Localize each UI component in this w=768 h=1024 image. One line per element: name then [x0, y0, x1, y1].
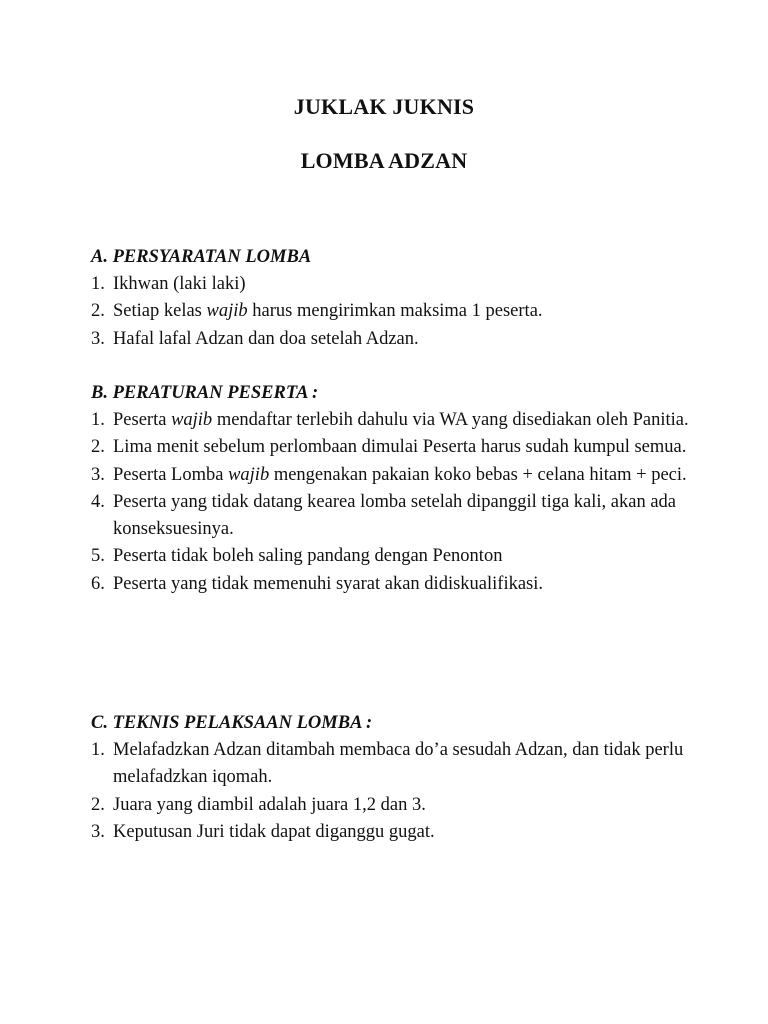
list-item — [91, 489, 691, 544]
section-persyaratan — [91, 244, 691, 353]
item-number: 4. — [91, 491, 105, 512]
item-text-after: mengenakan pakaian koko bebas + celana hitam + peci. — [269, 464, 687, 485]
item-text-after: mendaftar terlebih dahulu via WA yang disediakan oleh Panitia. — [212, 410, 689, 430]
list-item — [91, 298, 691, 325]
list-item — [91, 819, 691, 846]
item-number: 3. — [91, 464, 105, 485]
list-item — [91, 434, 691, 461]
item-number: 2. — [91, 301, 105, 322]
item-number: 1. — [91, 274, 105, 294]
item-emphasis: wajib — [228, 464, 270, 485]
item-text: Peserta Lomba — [113, 464, 229, 485]
item-number: 1. — [91, 740, 105, 760]
list-item — [91, 326, 691, 353]
item-emphasis: wajib — [171, 410, 213, 430]
list-item — [91, 571, 691, 598]
item-number: 2. — [91, 794, 105, 815]
item-text: Lima menit sebelum perlombaan dimulai Peserta harus sudah kumpul semua. — [113, 437, 687, 458]
list-item — [91, 407, 691, 434]
item-number: 6. — [91, 573, 105, 594]
item-text: Juara yang diambil adalah juara 1,2 dan 3. — [113, 794, 426, 815]
section-heading: C. TEKNIS PELAKSAAN LOMBA : — [91, 713, 373, 733]
list-item — [91, 792, 691, 819]
document-subtitle: LOMBA ADZAN — [300, 148, 468, 173]
item-number: 1. — [91, 410, 105, 430]
item-text: Setiap kelas — [113, 301, 207, 322]
section-peraturan — [91, 380, 691, 598]
section-heading: A. PERSYARATAN LOMBA — [91, 247, 312, 267]
item-number: 3. — [91, 328, 105, 349]
item-emphasis: wajib — [206, 301, 248, 322]
item-text: Ikhwan (laki laki) — [113, 274, 246, 294]
document-title: JUKLAK JUKNIS — [293, 94, 475, 119]
list-item — [91, 271, 691, 298]
item-text-after: harus mengirimkan maksima 1 peserta. — [247, 301, 543, 322]
item-text: Peserta tidak boleh saling pandang dengan Penonton — [113, 546, 503, 567]
rules-list — [91, 407, 691, 598]
item-text: Keputusan Juri tidak dapat diganggu gugat. — [113, 821, 435, 842]
requirements-list — [91, 271, 691, 353]
list-item — [91, 737, 691, 792]
procedure-list — [91, 737, 691, 846]
section-teknis — [91, 710, 691, 846]
section-heading: B. PERATURAN PESERTA : — [91, 383, 319, 403]
item-text: Hafal lafal Adzan dan doa setelah Adzan. — [113, 328, 419, 349]
item-text: Peserta yang tidak memenuhi syarat akan didiskualifikasi. — [113, 573, 544, 594]
item-number: 5. — [91, 546, 105, 567]
list-item — [91, 462, 691, 489]
list-item — [91, 543, 691, 570]
item-number: 2. — [91, 437, 105, 458]
item-text: Peserta — [113, 410, 172, 430]
item-text: Melafadzkan Adzan ditambah membaca do’a sesudah Adzan, dan tidak perlu melafadzkan iqomah. — [113, 740, 684, 788]
item-number: 3. — [91, 821, 105, 842]
item-text: Peserta yang tidak datang kearea lomba setelah dipanggil tiga kali, akan ada konseksuesinya. — [113, 491, 677, 540]
